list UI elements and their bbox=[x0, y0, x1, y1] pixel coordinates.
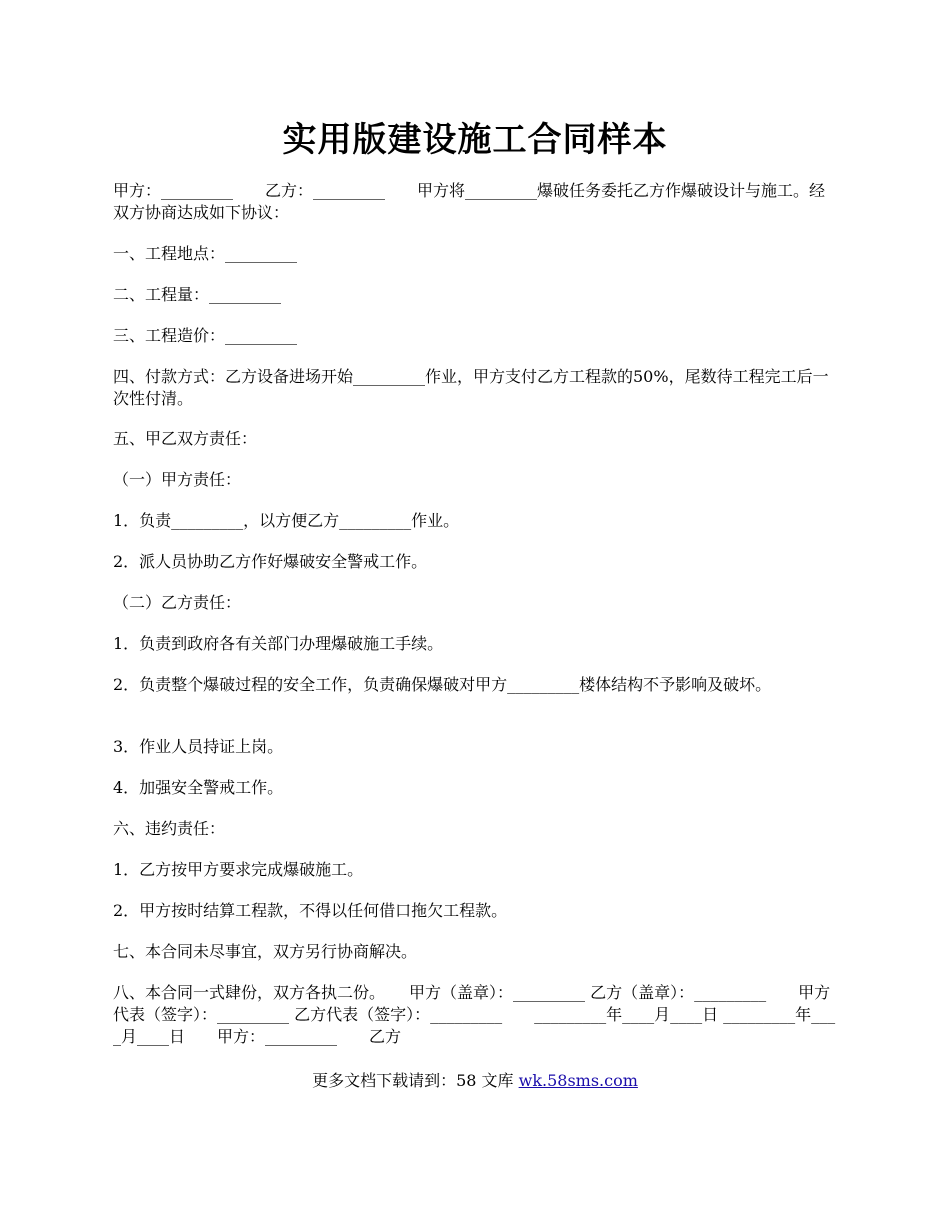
paragraph-quantity: 二、工程量：_________ bbox=[113, 285, 282, 304]
paragraph-party-b-item-1: 1．负责到政府各有关部门办理爆破施工手续。 bbox=[113, 634, 444, 653]
paragraph-other-matters: 七、本合同未尽事宜，双方另行协商解决。 bbox=[113, 942, 418, 961]
paragraph-party-a-heading: （一）甲方责任： bbox=[113, 470, 242, 489]
paragraph-party-b-item-2: 2．负责整个爆破过程的安全工作，负责确保爆破对甲方_________楼体结构不予影响及破坏。 bbox=[113, 675, 772, 694]
footer bbox=[0, 1070, 950, 1092]
paragraph-party-a-item-2: 2．派人员协助乙方作好爆破安全警戒工作。 bbox=[113, 552, 428, 571]
paragraph-location: 一、工程地点：_________ bbox=[113, 244, 298, 263]
paragraph-party-a-item-1: 1．负责_________，以方便乙方_________作业。 bbox=[113, 511, 460, 530]
paragraph-liability-item-2: 2．甲方按时结算工程款，不得以任何借口拖欠工程款。 bbox=[113, 901, 508, 920]
paragraph-payment: 四、付款方式：乙方设备进场开始_________作业，甲方支付乙方工程款的50%，尾数待工程完工后一次性付清。 bbox=[113, 367, 829, 408]
paragraph-party-b-item-3: 3．作业人员持证上岗。 bbox=[113, 737, 284, 756]
document-title: 实用版建设施工合同样本 bbox=[282, 120, 668, 160]
paragraph-intro: 甲方：_________ 乙方：_________ 甲方将_________爆破任务委托乙方作爆破设计与施工。经双方协商达成如下协议： bbox=[113, 181, 826, 222]
paragraph-cost: 三、工程造价：_________ bbox=[113, 326, 298, 345]
footer-prefix: 更多文档下载请到：58 文库 bbox=[312, 1071, 519, 1090]
footer-link[interactable]: wk.58sms.com bbox=[518, 1071, 638, 1090]
paragraph-party-b-heading: （二）乙方责任： bbox=[113, 593, 242, 612]
paragraph-party-b-item-4: 4．加强安全警戒工作。 bbox=[113, 778, 284, 797]
paragraph-copies-signatures: 八、本合同一式肆份，双方各执二份。 甲方（盖章）：_________ 乙方（盖章）：_________ 甲方代表（签字）：_________ 乙方代表（签字）：_________ _________年____月____日 _________年____月____日 甲方：_________ 乙方 bbox=[113, 983, 836, 1046]
paragraph-liability-item-1: 1．乙方按甲方要求完成爆破施工。 bbox=[113, 860, 364, 879]
paragraph-liability-heading: 六、违约责任： bbox=[113, 819, 226, 838]
paragraph-responsibilities-heading: 五、甲乙双方责任： bbox=[113, 429, 258, 448]
